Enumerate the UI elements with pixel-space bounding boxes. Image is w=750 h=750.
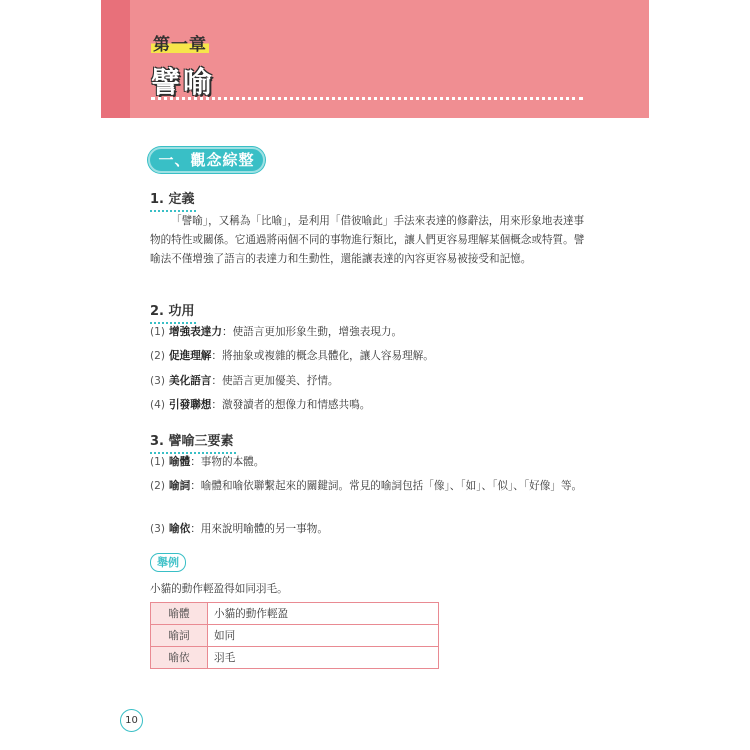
item-number: (2) xyxy=(150,480,166,492)
item-number: (4) xyxy=(150,399,166,411)
item-term: 引發聯想 xyxy=(169,399,212,411)
item-number: (2) xyxy=(150,350,166,362)
header-dotted-divider xyxy=(151,97,583,100)
item-desc: ：事物的本體。 xyxy=(190,456,265,468)
function-item xyxy=(150,347,590,366)
table-row xyxy=(151,603,439,625)
element-item xyxy=(150,477,590,496)
item-term: 促進理解 xyxy=(169,350,212,362)
header-stripe xyxy=(101,0,130,118)
example-sentence: 小貓的動作輕盈得如同羽毛。 xyxy=(150,583,288,595)
item-number: (1) xyxy=(150,456,166,468)
item-number: (3) xyxy=(150,375,166,387)
function-item xyxy=(150,372,590,391)
item-desc: ：將抽象或複雜的概念具體化，讓人容易理解。 xyxy=(211,350,434,362)
example-table xyxy=(150,602,439,669)
table-key-cell: 喻詞 xyxy=(151,625,208,647)
example-tag: 舉例 xyxy=(150,553,186,572)
page-number: 10 xyxy=(120,709,143,732)
definition-paragraph: 「譬喻」，又稱為「比喻」，是利用「借彼喻此」手法來表達的修辭法，用來形象地表達事物的特性或關係。它通過將兩個不同的事物進行類比，讓人們更容易理解某個概念或特質。譬喻法不僅增強了語言的表達力和生動性，還能讓表達的內容更容易被接受和記憶。 xyxy=(150,215,585,265)
element-item xyxy=(150,453,590,472)
item-desc: ：激發讀者的想像力和情感共鳴。 xyxy=(211,399,371,411)
chapter-label: 第一章 xyxy=(151,30,209,55)
item-term: 增強表達力 xyxy=(169,326,222,338)
item-term: 喻體 xyxy=(169,456,191,468)
item-number: (3) xyxy=(150,523,166,535)
function-item xyxy=(150,323,590,342)
item-desc: ：使語言更加優美、抒情。 xyxy=(211,375,339,387)
chapter-header xyxy=(101,0,649,118)
item-term: 美化語言 xyxy=(169,375,212,387)
chapter-title: 譬喻 xyxy=(151,65,216,99)
table-key-cell: 喻依 xyxy=(151,647,208,669)
item-term: 喻詞 xyxy=(169,480,191,492)
functions-heading: 2. 功用 xyxy=(150,300,196,324)
item-desc: ：喻體和喻依聯繫起來的關鍵詞。常見的喻詞包括「像」、「如」、「似」、「好像」等。 xyxy=(190,480,583,492)
elements-heading: 3. 譬喻三要素 xyxy=(150,430,236,454)
element-item xyxy=(150,520,590,539)
table-row xyxy=(151,647,439,669)
item-desc: ：使語言更加形象生動，增強表現力。 xyxy=(221,326,403,338)
table-row xyxy=(151,625,439,647)
definition-heading: 1. 定義 xyxy=(150,188,196,212)
table-value-cell: 羽毛 xyxy=(208,647,439,669)
section-title-pill: 一、觀念綜整 xyxy=(148,147,265,173)
item-term: 喻依 xyxy=(169,523,191,535)
item-number: (1) xyxy=(150,326,166,338)
table-key-cell: 喻體 xyxy=(151,603,208,625)
table-value-cell: 小貓的動作輕盈 xyxy=(208,603,439,625)
table-value-cell: 如同 xyxy=(208,625,439,647)
item-desc: ：用來說明喻體的另一事物。 xyxy=(190,523,328,535)
function-item xyxy=(150,396,590,415)
